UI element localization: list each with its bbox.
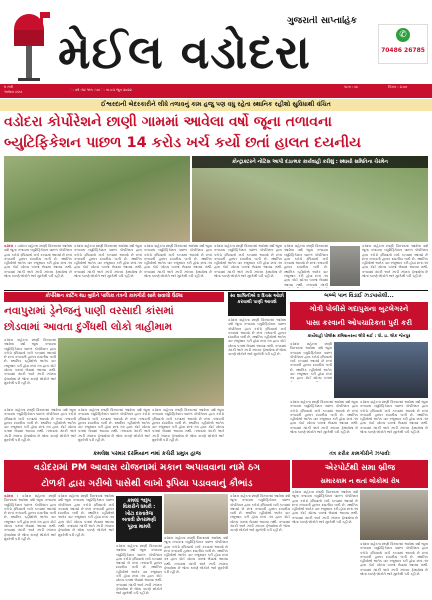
story5-headline-1: એરપોર્ટથી સમા બ્રીજ bbox=[292, 460, 428, 474]
lead-text-col-4: વડોદરા શહેરના છાણી વિસ્તારમાં આવેલા વર્ષો જૂના તળાવના બ્યુટિફિકેશન પાછળ કોર્પોરેશન દ્વારા કરોડો રૂપિયાનો ખર્ચ કરવામાં આવ્યો છે છતાં તળાવની હાલત દયનીય બની છે. સ્થાનિક રહીશોએ અનેક વાર રજૂઆત કરી હોવા છતાં તંત્ર દ્વારા કોઈ યોગ્ય પગલાં લેવામાં આવ્યા નથી. તળાવમાં ગંદકી અને ઝાડી ઝાંખરા ફેલાયેલા છે જેના કારણે લોકોને ભારે મુશ્કેલી પડી રહી છે. bbox=[214, 244, 282, 279]
lead-photo-2 bbox=[192, 156, 428, 242]
story4-text-col-1: વડોદરા : વડોદરા શહેરના છાણી વિસ્તારમાં આવેલા વર્ષો જૂના તળાવના બ્યુટિફિકેશન પાછળ કોર્પોરેશન દ્વારા કરોડો રૂપિયાનો ખર્ચ કરવામાં આવ્યો છે છતાં તળાવની હાલત દયનીય બની છે. સ્થાનિક રહીશોએ અનેક વાર રજૂઆત કરી હોવા છતાં તંત્ર દ્વારા કોઈ યોગ્ય પગલાં લેવામાં આવ્યા નથી. તળાવમાં ગંદકી અને ઝાડી ઝાંખરા ફેલાયેલા છે જેના કારણે લોકોને ભારે મુશ્કેલી પડી રહી છે. bbox=[4, 494, 56, 541]
lead-text-col-3: વડોદરા શહેરના છાણી વિસ્તારમાં આવેલા વર્ષો જૂના તળાવના બ્યુટિફિકેશન પાછળ કોર્પોરેશન દ્વારા કરોડો રૂપિયાનો ખર્ચ કરવામાં આવ્યો છે છતાં તળાવની હાલત દયનીય બની છે. સ્થાનિક રહીશોએ અનેક વાર રજૂઆત કરી હોવા છતાં તંત્ર દ્વારા કોઈ યોગ્ય પગલાં લેવામાં આવ્યા નથી. તળાવમાં ગંદકી અને ઝાડી ઝાંખરા ફેલાયેલા છે જેના કારણે લોકોને ભારે મુશ્કેલી પડી રહી છે. bbox=[144, 244, 212, 279]
story3-kicker: સ્વ શાલિનીએ ૨ દિવસ ઓછો કરવાથી પાણી આવશે bbox=[228, 292, 286, 316]
masthead bbox=[0, 0, 432, 96]
lead-text-col-5: વડોદરા શહેરના છાણી વિસ્તારમાં આવેલા વર્ષો જૂના તળાવના બ્યુટિફિકેશન પાછળ કોર્પોરેશન દ્વારા કરોડો રૂપિયાનો ખર્ચ કરવામાં આવ્યો છે છતાં તળાવની હાલત દયનીય બની છે. સ્થાનિક રહીશોએ અનેક વાર રજૂઆત કરી હોવા છતાં તંત્ર દ્વારા કોઈ યોગ્ય પગલાં લેવામાં આવ્યા નથી. તળાવમાં ગંદકી bbox=[284, 244, 328, 287]
story3-top-note: બબ્બે પાન વિડાઈ ઝડપાયેલી... bbox=[324, 293, 394, 299]
story2-photo bbox=[58, 338, 224, 406]
editor-label: ધ તંત્રી અજય ઠક્કર bbox=[4, 85, 23, 94]
story3-photo bbox=[334, 342, 428, 398]
divider bbox=[4, 290, 428, 291]
story4-text-col-4: વડોદરા શહેરના છાણી વિસ્તારમાં આવેલા વર્ષો જૂના તળાવના બ્યુટિફિકેશન પાછળ કોર્પોરેશન દ્વારા કરોડો રૂપિયાનો ખર્ચ કરવામાં આવ્યો છે છતાં તળાવની હાલત દયનીય બની છે. સ્થાનિક રહીશોએ અનેક વાર રજૂઆત કરી હોવા છતાં તંત્ર દ્વારા કોઈ યોગ્ય પગલાં લેવામાં આવ્યા નથી. તળાવમાં ગંદકી અને ઝાડી ઝાંખરા ફેલાયેલા છે જેના કારણે લોકોને ભારે મુશ્કેલી પડી રહી છે. bbox=[164, 536, 228, 575]
dateline: વડોદરા : bbox=[4, 244, 17, 248]
story2-text-col-3: વડોદરા શહેરના છાણી વિસ્તારમાં આવેલા વર્ષો જૂના તળાવના બ્યુટિફિકેશન પાછળ કોર્પોરેશન દ્વારા કરોડો રૂપિયાનો ખર્ચ કરવામાં આવ્યો છે છતાં તળાવની હાલત દયનીય બની છે. સ્થાનિક રહીશોએ અનેક વાર રજૂઆત કરી હોવા છતાં તંત્ર દ્વારા કોઈ યોગ્ય પગલાં લેવામાં આવ્યા નથી. તળાવમાં ગંદકી અને ઝાડી ઝાંખરા ફેલાયેલા છે જેના કારણે લોકોને ભારે મુશ્કેલી પડી રહી છે. bbox=[78, 408, 150, 443]
story2-headline-2: છોડવામાં આવતા દુર્ગંધથી લોકો ત્રાહીમામ bbox=[4, 321, 173, 333]
lead-photo-1 bbox=[4, 156, 190, 242]
lead-headline-1: વડોદરા કોર્પોરેશને છાણી ગામમાં આવેલા વર્ષો જૂના તળાવના bbox=[4, 114, 332, 130]
story3-headline-2: પાસા કરવાની ઓપચારિકતા પુરી કરી bbox=[290, 316, 428, 330]
story5-kicker: તંત્ર કરીક કામગીરીને ઝપાવીઃ bbox=[329, 451, 391, 457]
story4-text-col-3: વડોદરા શહેરના છાણી વિસ્તારમાં આવેલા વર્ષો જૂના તળાવના બ્યુટિફિકેશન પાછળ કોર્પોરેશન દ્વારા કરોડો રૂપિયાનો ખર્ચ કરવામાં આવ્યો છે છતાં તળાવની હાલત દયનીય બની છે. સ્થાનિક રહીશોએ અનેક વાર રજૂઆત કરી હોવા છતાં તંત્ર દ્વારા કોઈ યોગ્ય પગલાં લેવામાં આવ્યા નથી. તળાવમાં ગંદકી અને ઝાડી ઝાંખરા ફેલાયેલા છે જેના કારણે લોકોને ભારે મુશ્કેલી પડી રહી છે. bbox=[116, 544, 162, 596]
page-count: પાના : ૦૮ bbox=[344, 85, 359, 89]
phone-icon: ✆ bbox=[396, 28, 410, 42]
story4-photo bbox=[164, 494, 228, 534]
lead-subhead: કોન્ટ્રાક્ટરને નોટિસ આપી દંડાત્મક કાર્યવાહી કરીશું : સ્થાયી સમિતિના ચેરમેન bbox=[192, 156, 428, 168]
story3-subhead: કાર્યવાહી પોલીસ કમિશનરના લીધે થઈ : પો. ઇ. લોક જેતપુર bbox=[307, 333, 411, 338]
story2-text-col-1: વડોદરા શહેરના છાણી વિસ્તારમાં આવેલા વર્ષો જૂના તળાવના બ્યુટિફિકેશન પાછળ કોર્પોરેશન દ્વારા કરોડો રૂપિયાનો ખર્ચ કરવામાં આવ્યો છે છતાં તળાવની હાલત દયનીય બની છે. સ્થાનિક રહીશોએ અનેક વાર રજૂઆત કરી હોવા છતાં તંત્ર દ્વારા કોઈ યોગ્ય પગલાં લેવામાં આવ્યા નથી. તળાવમાં ગંદકી અને ઝાડી ઝાંખરા ફેલાયેલા છે જેના કારણે લોકોને ભારે મુશ્કેલી પડી રહી છે. bbox=[4, 338, 56, 385]
lead-inset-photo bbox=[330, 246, 360, 286]
story4-text-col-5: વડોદરા શહેરના છાણી વિસ્તારમાં આવેલા વર્ષો જૂના તળાવના બ્યુટિફિકેશન પાછળ કોર્પોરેશન દ્વારા કરોડો રૂપિયાનો ખર્ચ કરવામાં આવ્યો છે છતાં તળાવની હાલત દયનીય બની છે. સ્થાનિક રહીશોએ અનેક વાર રજૂઆત કરી હોવા છતાં તંત્ર દ્વારા કોઈ યોગ્ય પગલાં લેવામાં આવ્યા નથી. તળાવમાં ગંદકી અને ઝાડી ઝાંખરા ફેલાયેલા છે જેના કારણે લોકોને ભારે મુશ્કેલી પડી રહી છે. bbox=[230, 494, 290, 533]
story3-text-col-2: વડોદરા શહેરના છાણી વિસ્તારમાં આવેલા વર્ષો જૂના તળાવના બ્યુટિફિકેશન પાછળ કોર્પોરેશન દ્વારા કરોડો રૂપિયાનો ખર્ચ કરવામાં આવ્યો છે છતાં તળાવની હાલત દયનીય બની છે. સ્થાનિક રહીશોએ અનેક વાર રજૂઆત કરી હોવા છતાં તંત્ર દ્વારા કોઈ યોગ્ય પગલાં લેવામાં આવ્યા નથી. તળાવમાં ગંદકી અને ઝાડી ઝાંખરા ફેલાયેલા છે જેના કારણે લોકોને ભારે મુશ્કેલી પડી રહી છે. bbox=[290, 400, 358, 435]
story2-kicker: કોર્પોરેશન કાર્ટિંગ થઇ બુધીને પાલિકા તંત્રની કામગીરી સામે સવાલો ઉઠ્યા bbox=[4, 292, 224, 302]
story2-text-col-2: વડોદરા શહેરના છાણી વિસ્તારમાં આવેલા વર્ષો જૂના તળાવના બ્યુટિફિકેશન પાછળ કોર્પોરેશન દ્વારા કરોડો રૂપિયાનો ખર્ચ કરવામાં આવ્યો છે છતાં તળાવની હાલત દયનીય બની છે. સ્થાનિક રહીશોએ અનેક વાર રજૂઆત કરી હોવા છતાં તંત્ર દ્વારા કોઈ યોગ્ય પગલાં લેવામાં આવ્યા નથી. તળાવમાં ગંદકી અને ઝાડી ઝાંખરા ફેલાયેલા છે જેના કારણે લોકોને ભારે મુશ્કેલી પડી રહી છે. bbox=[4, 408, 76, 443]
lead-text-col-1: વડોદરા : વડોદરા શહેરના છાણી વિસ્તારમાં આવેલા વર્ષો જૂના તળાવના બ્યુટિફિકેશન પાછળ કોર્પોરેશન દ્વારા કરોડો રૂપિયાનો ખર્ચ કરવામાં આવ્યો છે છતાં તળાવની હાલત દયનીય બની છે. સ્થાનિક રહીશોએ અનેક વાર રજૂઆત કરી હોવા છતાં તંત્ર દ્વારા કોઈ યોગ્ય પગલાં લેવામાં આવ્યા નથી. તળાવમાં ગંદકી અને ઝાડી ઝાંખરા ફેલાયેલા છે જેના કારણે લોકોને ભારે મુશ્કેલી પડી રહી છે. bbox=[4, 244, 72, 279]
story5-text-col-2: વડોદરા શહેરના છાણી વિસ્તારમાં આવેલા વર્ષો જૂના તળાવના બ્યુટિફિકેશન પાછળ કોર્પોરેશન દ્વારા કરોડો રૂપિયાનો ખર્ચ કરવામાં આવ્યો છે છતાં તળાવની હાલત દયનીય બની છે. સ્થાનિક રહીશોએ અનેક વાર રજૂઆત કરી હોવા છતાં તંત્ર દ્વારા કોઈ યોગ્ય પગલાં લેવામાં આવ્યા નથી. તળાવમાં ગંદકી અને ઝાડી ઝાંખરા ફેલાયેલા છે જેના કારણે લોકોને ભારે મુશ્કેલી પડી રહી છે. bbox=[360, 542, 428, 577]
masthead-title: મેઈલ વડોદરા bbox=[58, 25, 311, 79]
lead-headline-2: બ્યુટિફિકેશન પાછળ 14 કરોડ ખર્ચ કર્યો છતાં હાલત દયનીય bbox=[4, 135, 362, 151]
lead-text-col-2: વડોદરા શહેરના છાણી વિસ્તારમાં આવેલા વર્ષો જૂના તળાવના બ્યુટિફિકેશન પાછળ કોર્પોરેશન દ્વારા કરોડો રૂપિયાનો ખર્ચ કરવામાં આવ્યો છે છતાં તળાવની હાલત દયનીય બની છે. સ્થાનિક રહીશોએ અનેક વાર રજૂઆત કરી હોવા છતાં તંત્ર દ્વારા કોઈ યોગ્ય પગલાં લેવામાં આવ્યા નથી. તળાવમાં ગંદકી અને ઝાડી ઝાંખરા ફેલાયેલા છે જેના કારણે લોકોને ભારે મુશ્કેલી પડી રહી છે. bbox=[74, 244, 142, 279]
story4-headline-1: વડોદરામાં PM આવાસ યોજનામાં મકાન અપાવવાના નામે ઠગ bbox=[4, 460, 290, 476]
story4-text-col-2: વડોદરા શહેરના છાણી વિસ્તારમાં આવેલા વર્ષો જૂના તળાવના બ્યુટિફિકેશન પાછળ કોર્પોરેશન દ્વારા કરોડો રૂપિયાનો ખર્ચ કરવામાં આવ્યો છે છતાં તળાવની હાલત દયનીય બની છે. સ્થાનિક રહીશોએ અનેક વાર રજૂઆત કરી હોવા છતાં તંત્ર દ્વારા કોઈ યોગ્ય પગલાં લેવામાં આવ્યા નથી. તળાવમાં ગંદકી અને ઝાડી ઝાંખરા ફેલાયેલા છે જેના કારણે લોકોને ભારે મુશ્કેલી પડી રહી છે. bbox=[58, 494, 114, 537]
issue-info-bar bbox=[0, 84, 432, 98]
story2-headline-1: નવાપુરામાં ડ્રેનેજનું પાણી વરસાદી કાંસમાં bbox=[4, 305, 174, 317]
tagline: ગુજરાતી સાપ્તાહિક bbox=[287, 16, 357, 26]
story5-text-col-1: વડોદરા શહેરના છાણી વિસ્તારમાં આવેલા વર્ષો જૂના તળાવના બ્યુટિફિકેશન પાછળ કોર્પોરેશન દ્વારા કરોડો રૂપિયાનો ખર્ચ કરવામાં આવ્યો છે છતાં તળાવની હાલત દયનીય બની છે. સ્થાનિક રહીશોએ અનેક વાર રજૂઆત કરી હોવા છતાં તંત્ર દ્વારા કોઈ યોગ્ય પગલાં લેવામાં આવ્યા નથી. તળાવમાં ગંદકી અને ઝાડી ઝાંખરા ફેલાયેલા છે જેના કારણે લોકોને ભારે મુશ્કેલી પડી રહી છે. bbox=[292, 490, 358, 525]
middle-strip: કમલેશ પરમાર દરમિયાન નમાં કચેરી પ્રમુખ હાજ bbox=[93, 451, 201, 457]
story3-side-text: વડોદરા શહેરના છાણી વિસ્તારમાં આવેલા વર્ષો જૂના તળાવના બ્યુટિફિકેશન પાછળ કોર્પોરેશન દ્વારા કરોડો રૂપિયાનો ખર્ચ કરવામાં આવ્યો છે છતાં તળાવની હાલત દયનીય બની છે. સ્થાનિક રહીશોએ અનેક વાર રજૂઆત કરી હોવા છતાં તંત્ર દ્વારા કોઈ યોગ્ય પગલાં લેવામાં આવ્યા નથી. તળાવમાં ગંદકી અને ઝાડી ઝાંખરા ફેલાયેલા છે જેના કારણે લોકોને ભારે મુશ્કેલી પડી રહી છે. bbox=[228, 318, 286, 357]
story3-headline-1: ગોત્રી પોલીસે ગદાપુરાના બુટલેગરને bbox=[290, 302, 428, 316]
story3-text-col-3: વડોદરા શહેરના છાણી વિસ્તારમાં આવેલા વર્ષો જૂના તળાવના બ્યુટિફિકેશન પાછળ કોર્પોરેશન દ્વારા કરોડો રૂપિયાનો ખર્ચ કરવામાં આવ્યો છે છતાં તળાવની હાલત દયનીય બની છે. સ્થાનિક રહીશોએ અનેક વાર રજૂઆત કરી હોવા છતાં તંત્ર દ્વારા કોઈ યોગ્ય પગલાં લેવામાં આવ્યા નથી. તળાવમાં ગંદકી અને ઝાડી ઝાંખરા ફેલાયેલા છે જેના કારણે લોકોને ભારે મુશ્કેલી પડી રહી છે. bbox=[360, 400, 428, 435]
story4-headline-2: ટોળકી દ્વારા ગરીબો પાસેથી લાખો રૂપિયા પડાવવાનું કૌભાંડ bbox=[4, 476, 290, 492]
story5-photo bbox=[360, 490, 428, 540]
mailbox-logo bbox=[6, 12, 52, 82]
story2-text-col-4: વડોદરા શહેરના છાણી વિસ્તારમાં આવેલા વર્ષો જૂના તળાવના બ્યુટિફિકેશન પાછળ કોર્પોરેશન દ્વારા કરોડો રૂપિયાનો ખર્ચ કરવામાં આવ્યો છે છતાં તળાવની હાલત દયનીય બની છે. સ્થાનિક રહીશોએ અનેક વાર રજૂઆત કરી હોવા છતાં તંત્ર દ્વારા કોઈ યોગ્ય પગલાં લેવામાં આવ્યા નથી. તળાવમાં ગંદકી અને ઝાડી ઝાંખરા ફેલાયેલા છે જેના કારણે લોકોને ભારે મુશ્કેલી પડી રહી છે. bbox=[152, 408, 224, 443]
top-strip: ઈશ્વરદાની બેદરકારીને લીધે તળાવનું કામ હજુ પણ વધુ રહેતા સ્થાનિક રહીશો સુવિધાથી વંચિત bbox=[0, 99, 432, 111]
story4-dateline: વડોદરા : bbox=[4, 494, 19, 498]
story3-text-col-1: વડોદરા શહેરના છાણી વિસ્તારમાં આવેલા વર્ષો જૂના તળાવના બ્યુટિફિકેશન પાછળ કોર્પોરેશન દ્વારા કરોડો રૂપિયાનો ખર્ચ કરવામાં આવ્યો છે છતાં તળાવની હાલત દયનીય બની છે. સ્થાનિક રહીશોએ અનેક વાર રજૂઆત કરી હોવા છતાં તંત્ર દ્વારા કોઈ યોગ્ય પગલાં bbox=[290, 342, 332, 381]
price: કિંમત : ૨.૦૦ bbox=[388, 85, 408, 89]
phone-number: 70486 26785 bbox=[381, 47, 425, 54]
issue-details: ઃ વર્ષ :૧૪ અંક :૫૦ ઃ તા.૦૩ જૂન ૨૦૨૨ bbox=[70, 88, 132, 92]
story4-callout: કમલાં શ્વરૂપ વિકારીને ધમકી : ખોટા દસ્તાવેજ બતાવી છેતરામણી પૂરવા મામલે bbox=[116, 496, 162, 542]
lead-text-col-6: વડોદરા શહેરના છાણી વિસ્તારમાં આવેલા વર્ષો જૂના તળાવના બ્યુટિફિકેશન પાછળ કોર્પોરેશન દ્વારા કરોડો રૂપિયાનો ખર્ચ કરવામાં આવ્યો છે છતાં તળાવની હાલત દયનીય બની છે. સ્થાનિક રહીશોએ અનેક વાર રજૂઆત કરી હોવા છતાં તંત્ર દ્વારા કોઈ યોગ્ય પગલાં લેવામાં આવ્યા નથી. તળાવમાં ગંદકી અને ઝાડી ઝાંખરા ફેલાયેલા છે જેના કારણે લોકોને ભારે મુશ્કેલી પડી રહી છે. bbox=[362, 244, 428, 279]
phone-box bbox=[378, 24, 428, 64]
story5-headline-2: સમારકામ ન થતાં લોકોમાં રોષ bbox=[292, 474, 428, 488]
